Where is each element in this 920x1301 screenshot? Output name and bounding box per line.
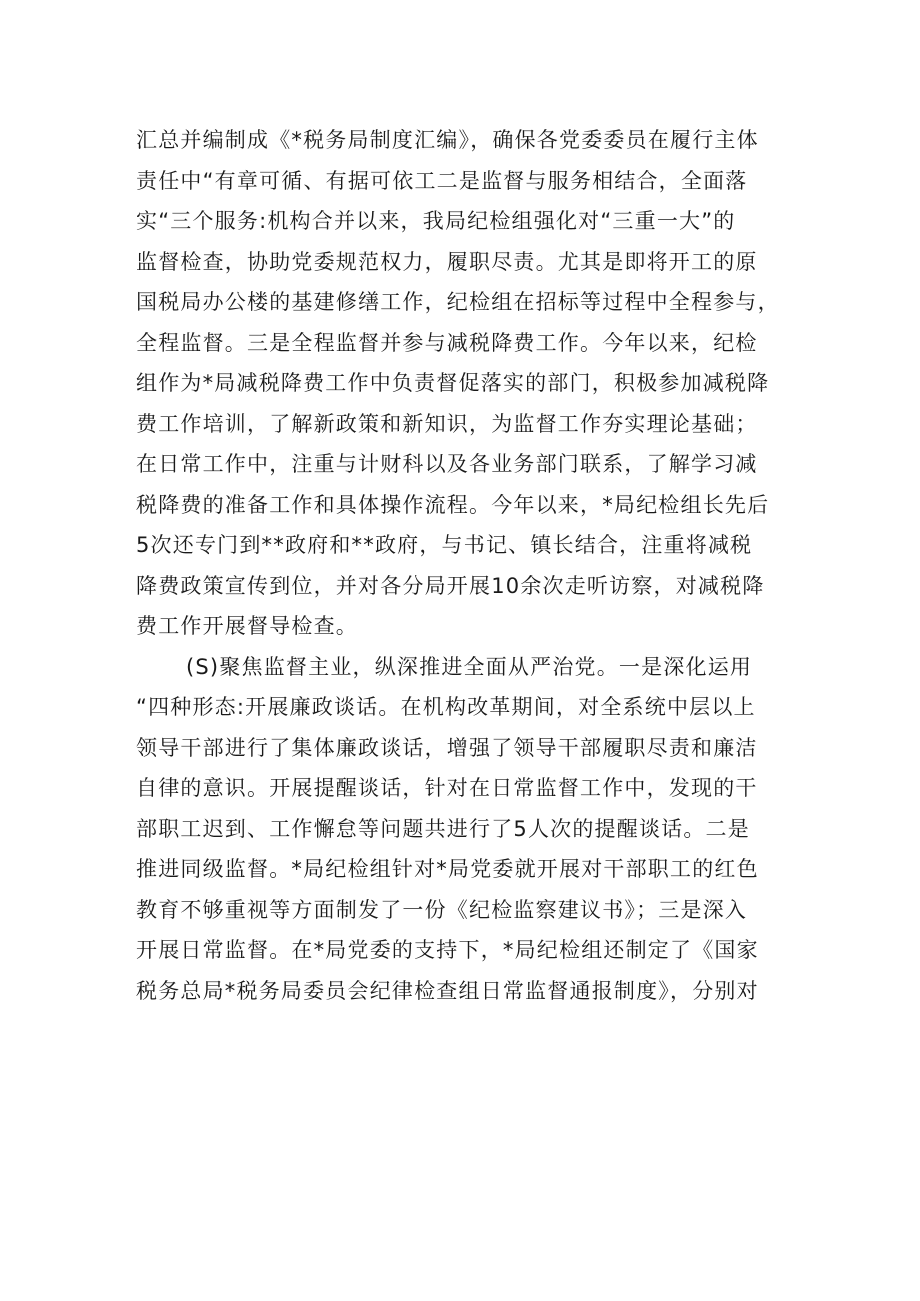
text-line: 税降费的准备工作和具体操作流程。今年以来，*局纪检组长先后 [136,492,770,517]
text-line: 组作为*局减税降费工作中负责督促落实的部门，积极参加减税降 [136,371,770,395]
text-line: 监督检查，协助党委规范权力，履职尽责。尤其是即将开工的原 [136,249,758,274]
text-line: 部职工迟到、工作懈怠等问题共进行了5人次的提醒谈话。二是 [136,816,750,841]
text-line: 自律的意识。开展提醒谈话，针对在日常监督工作中，发现的干 [136,776,758,800]
paragraph-2 [136,647,796,1012]
text-line: 在日常工作中，注重与计财科以及各业务部门联系，了解学习减 [136,452,758,476]
text-line: 开展日常监督。在*局党委的支持下，*局纪检组还制定了《国家 [136,938,759,962]
text-line: (S)聚焦监督主业，纵深推进全面从严治党。一是深化运用 [186,654,753,679]
text-line: 教育不够重视等方面制发了一份《纪检监察建议书》；三是深入 [136,897,748,922]
text-line: 国税局办公楼的基建修缮工作，纪检组在招标等过程中全程参与， [136,290,780,314]
document-body [136,120,796,1011]
text-line: “四种形态:开展廉政谈话。在机构改革期间，对全系统中层以上 [136,695,756,719]
text-line: 费工作开展督导检查。 [136,614,358,638]
text-line: 责任中“有章可循、有据可依工二是监督与服务相结合，全面落 [136,168,748,193]
text-line: 5次还专门到**政府和**政府，与书记、镇长结合，注重将减税 [136,533,753,557]
paragraph-1 [136,120,796,647]
text-line: 降费政策宣传到位，并对各分局开展10余次走听访察，对减税降 [136,573,765,598]
text-line: 领导干部进行了集体廉政谈话，增强了领导干部履职尽责和廉洁 [136,735,758,760]
text-line: 税务总局*税务局委员会纪律检查组日常监督通报制度》，分别对 [136,978,759,1003]
text-line: 推进同级监督。*局纪检组针对*局党委就开展对干部职工的红色 [136,857,759,881]
text-line: 汇总并编制成《*税务局制度汇编》，确保各党委委员在履行主体 [136,128,759,152]
text-line: 费工作培训，了解新政策和新知识，为监督工作夯实理论基础； [136,411,758,436]
text-line: 实“三个服务:机构合并以来，我局纪检组强化对“三重一大”的 [136,209,736,233]
text-line: 全程监督。三是全程监督并参与减税降费工作。今年以来，纪检 [136,330,758,355]
